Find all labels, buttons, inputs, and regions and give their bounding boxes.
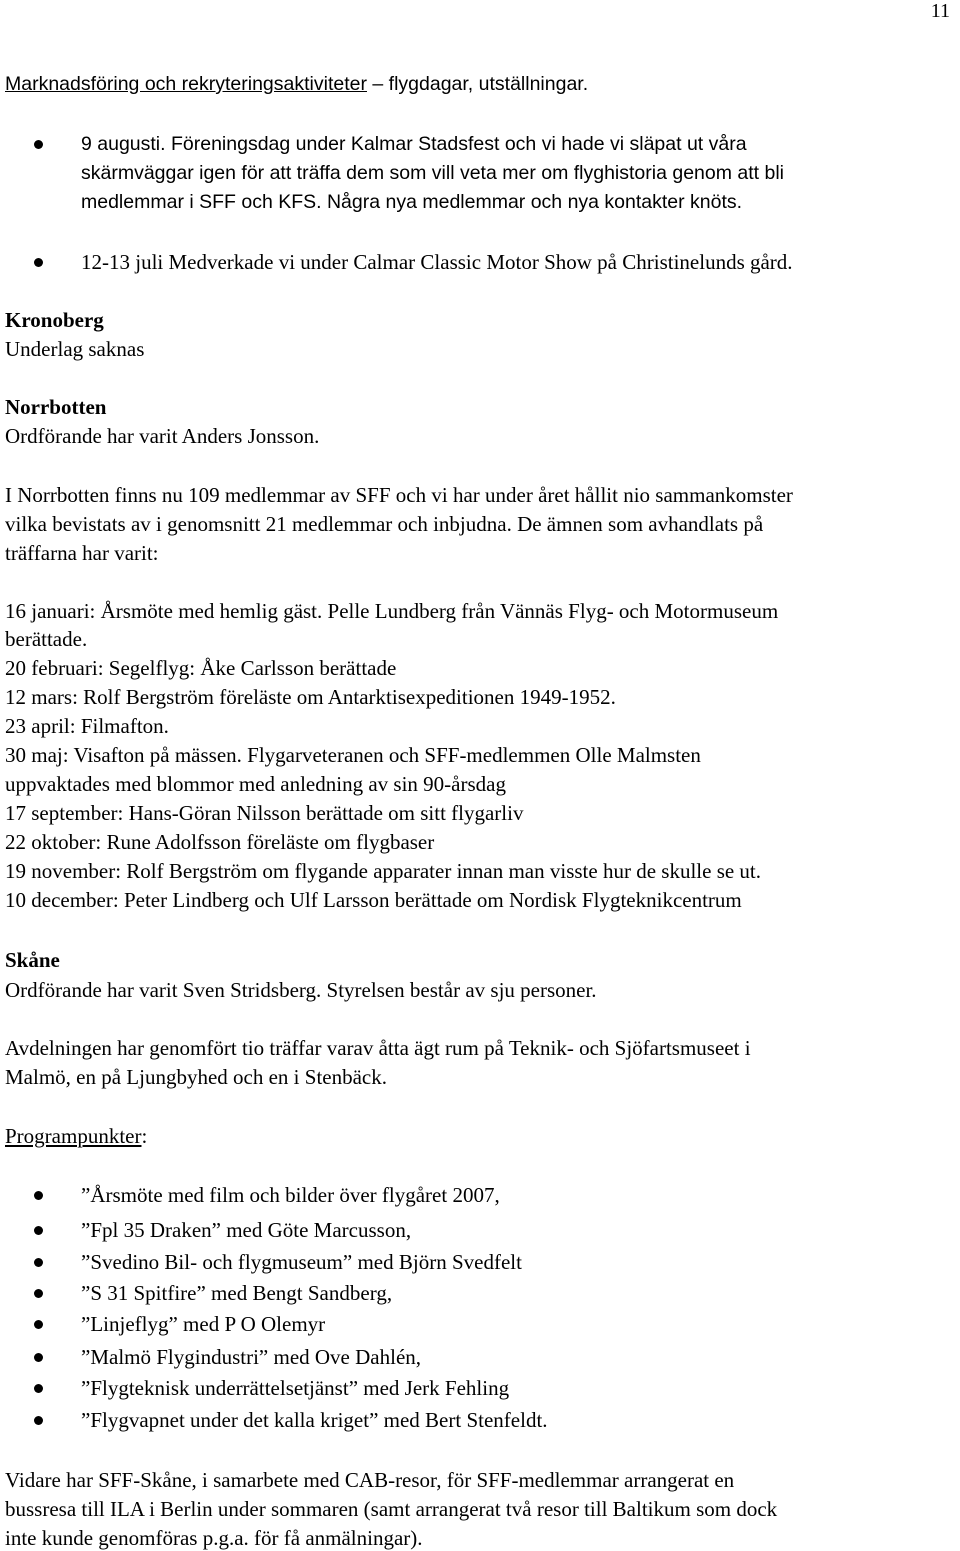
bullet-marker [34,1226,43,1235]
skane-program-item: ”Fpl 35 Draken” med Göte Marcusson, [81,1218,412,1242]
bullet-marker [34,1320,43,1329]
bullet-marker [34,1384,43,1393]
skane-program-item: ”Linjeflyg” med P O Olemyr [81,1312,326,1336]
norrbotten-event: 30 maj: Visafton på mässen. Flygarveteranen och SFF-medlemmen Olle Malmsten [5,743,701,767]
norrbotten-heading: Norrbotten [5,395,107,419]
skane-program-label: Programpunkter [5,1124,142,1148]
skane-program-item: ”S 31 Spitfire” med Bengt Sandberg, [81,1281,393,1305]
skane-final-line-3: inte kunde genomföras p.g.a. för få anmälningar). [5,1526,423,1550]
norrbotten-event: uppvaktades med blommor med anledning av sin 90-årsdag [5,772,506,796]
skane-program-colon: : [141,1124,148,1148]
norrbotten-event: 10 december: Peter Lindberg och Ulf Larsson berättade om Nordisk Flygteknikcentrum [5,888,742,912]
bullet-marker [34,1258,43,1267]
skane-program-item: ”Svedino Bil- och flygmuseum” med Björn Svedfelt [81,1250,522,1274]
marketing-heading: Marknadsföring och rekryteringsaktiviteter [5,73,367,95]
norrbotten-event: 17 september: Hans-Göran Nilsson berättade om sitt flygarliv [5,801,524,825]
marketing-heading-rest: – flygdagar, utställningar. [366,73,589,95]
bullet-marker [34,258,43,267]
kronoberg-text: Underlag saknas [5,337,145,361]
norrbotten-paragraph-line-2: vilka bevistats av i genomsnitt 21 medlemmar och inbjudna. De ämnen som avhandlats på [5,512,764,536]
norrbotten-paragraph-line-1: I Norrbotten finns nu 109 medlemmar av SFF och vi har under året hållit nio sammankomster [5,483,793,507]
norrbotten-event: 19 november: Rolf Bergström om flygande apparater innan man visste hur de skulle se ut. [5,859,762,883]
skane-program-item: ”Flygteknisk underrättelsetjänst” med Jerk Fehling [81,1376,510,1400]
skane-program-label-line [5,1124,147,1148]
norrbotten-chair: Ordförande har varit Anders Jonsson. [5,424,320,448]
marketing-bullet-1-line-2: skärmväggar igen för att träffa dem som vill veta mer om flyghistoria genom att bli [81,162,785,184]
skane-paragraph-line-1: Avdelningen har genomfört tio träffar varav åtta ägt rum på Teknik- och Sjöfartsmuseet i [5,1036,751,1060]
skane-program-item: ”Flygvapnet under det kalla kriget” med Bert Stenfeldt. [81,1408,548,1432]
marketing-bullet-1-line-1: 9 augusti. Föreningsdag under Kalmar Stadsfest och vi hade vi släpat ut våra [81,133,747,155]
skane-heading: Skåne [5,948,60,972]
bullet-marker [34,1191,43,1200]
page-number: 11 [930,0,950,22]
skane-program-item: ”Årsmöte med film och bilder över flygåret 2007, [81,1183,500,1207]
bullet-marker [34,1289,43,1298]
norrbotten-event: 23 april: Filmafton. [5,714,169,738]
bullet-marker [34,140,43,149]
skane-program-item: ”Malmö Flygindustri” med Ove Dahlén, [81,1345,422,1369]
skane-chair: Ordförande har varit Sven Stridsberg. Styrelsen består av sju personer. [5,978,597,1002]
marketing-bullet-1-line-3: medlemmar i SFF och KFS. Några nya medlemmar och nya kontakter knöts. [81,191,743,213]
norrbotten-event: berättade. [5,627,88,651]
kronoberg-heading: Kronoberg [5,308,104,332]
norrbotten-event: 16 januari: Årsmöte med hemlig gäst. Pelle Lundberg från Vännäs Flyg- och Motormuseum [5,599,779,623]
skane-paragraph-line-2: Malmö, en på Ljungbyhed och en i Stenbäck. [5,1065,387,1089]
marketing-bullet-2: 12-13 juli Medverkade vi under Calmar Classic Motor Show på Christinelunds gård. [81,250,793,274]
norrbotten-paragraph-line-3: träffarna har varit: [5,541,159,565]
norrbotten-event: 20 februari: Segelflyg: Åke Carlsson berättade [5,656,397,680]
skane-final-line-2: bussresa till ILA i Berlin under sommaren (samt arrangerat två resor till Baltikum som dock [5,1497,778,1521]
bullet-marker [34,1416,43,1425]
marketing-heading-line [5,72,588,96]
bullet-marker [34,1353,43,1362]
skane-final-line-1: Vidare har SFF-Skåne, i samarbete med CAB-resor, för SFF-medlemmar arrangerat en [5,1468,735,1492]
norrbotten-event: 22 oktober: Rune Adolfsson föreläste om flygbaser [5,830,435,854]
norrbotten-event: 12 mars: Rolf Bergström föreläste om Antarktisexpeditionen 1949-1952. [5,685,616,709]
